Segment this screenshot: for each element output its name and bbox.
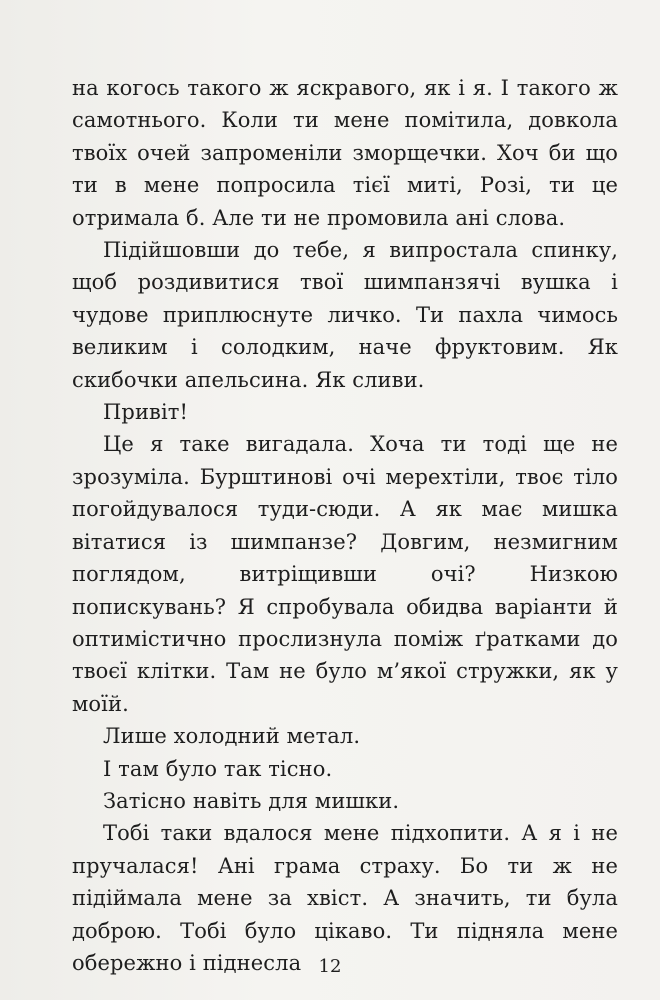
- paragraph-3: Привіт!: [103, 400, 189, 425]
- page-number: 12: [318, 956, 342, 977]
- paragraph-4: Це я таке вигадала. Хоча ти тоді ще не зрозуміла. Бурштинові очі мерехтіли, твоє тіло погойдувалося туди-сюди. А як має мишка вітатися із шимпанзе? Довгим, незмигним поглядом, витріщивши очі? Низкою попискувань? Я спробувала обидва варіанти й оптимістично прослизнула поміж ґратками до твоєї клітки. Там не було м’якої стружки, як у моїй.: [72, 432, 618, 716]
- paragraph-7: Затісно навіть для мишки.: [103, 788, 400, 813]
- body-text: [72, 72, 618, 979]
- paragraph-8: Тобі таки вдалося мене підхопити. А я і не пручалася! Ані грама страху. Бо ти ж не підіймала мене за хвіст. А значить, ти була доброю. Тобі було цікаво. Ти підняла мене обережно і піднесла: [72, 821, 618, 975]
- paragraph-1: на когось такого ж яскравого, як і я. І такого ж самотнього. Коли ти мене помітила, довкола твоїх очей запроменіли зморщечки. Хоч би що ти в мене попросила тієї миті, Розі, ти це отримала б. Але ти не промовила ані слова.: [72, 76, 618, 230]
- paragraph-5: Лише холодний метал.: [103, 724, 361, 749]
- paragraph-2: Підійшовши до тебе, я випростала спинку, щоб роздивитися твої шимпанзячі вушка і чудове приплюснуте личко. Ти пахла чимось великим і солодким, наче фруктовим. Як скибочки апельсина. Як сливи.: [72, 238, 618, 392]
- paragraph-6: І там було так тісно.: [103, 756, 333, 781]
